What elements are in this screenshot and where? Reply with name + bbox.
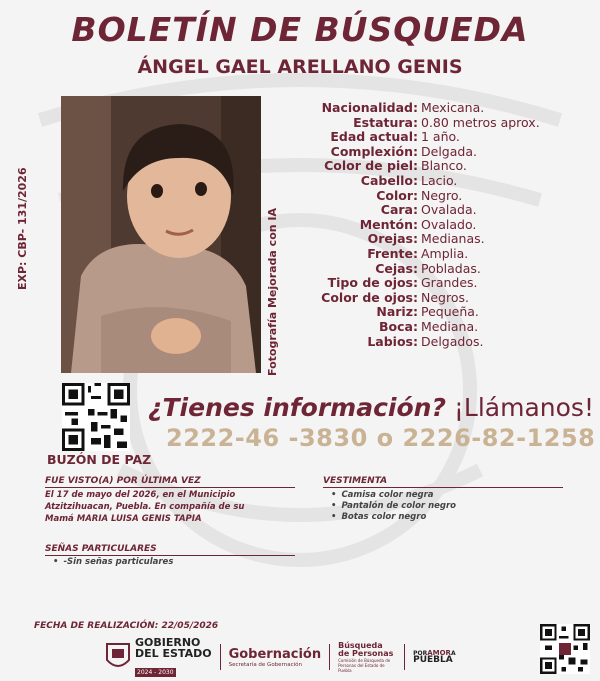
- characteristic-row: [285, 262, 540, 277]
- characteristic-label: Boca:: [379, 318, 418, 334]
- characteristic-label: Edad actual:: [330, 129, 418, 145]
- gobierno-line1: GOBIERNO: [135, 635, 201, 649]
- characteristic-row: [285, 291, 540, 306]
- characteristic-label: Color de piel:: [324, 158, 418, 174]
- characteristic-value: Lacio.: [421, 172, 458, 188]
- pap-a: A: [450, 650, 456, 657]
- clothing-item: • Botas color negro: [331, 512, 456, 523]
- characteristic-row: [285, 159, 540, 174]
- characteristic-label: Cabello:: [360, 172, 418, 188]
- characteristic-row: [285, 335, 540, 350]
- gobierno-line2: DEL ESTADO: [135, 646, 212, 660]
- clothing-list: [331, 490, 456, 523]
- clothing-item: • Camisa color negra: [331, 490, 456, 501]
- gobierno-years: 2024 - 2030: [137, 668, 174, 676]
- characteristic-value: 1 año.: [421, 129, 460, 145]
- contact-phones[interactable]: 2222-46 -3830 o 2226-82-1258: [166, 424, 596, 452]
- last-seen-text: [45, 489, 244, 525]
- marks-title: SEÑAS PARTICULARES: [45, 544, 157, 554]
- busqueda-line2: de Personas: [338, 648, 394, 658]
- characteristic-label: Color:: [376, 187, 418, 203]
- last-seen-line: El 17 de mayo del 2026, en el Municipio: [45, 490, 236, 500]
- clothing-divider: [323, 487, 563, 488]
- gobernacion-title: Gobernación: [228, 646, 322, 662]
- creation-date: FECHA DE REALIZACIÓN: 22/05/2026: [34, 621, 219, 631]
- buzon-label: BUZÓN DE PAZ: [47, 452, 152, 467]
- footer-divider: [220, 644, 221, 670]
- busqueda-line1: Búsqueda: [338, 640, 383, 650]
- characteristic-value: Amplia.: [421, 245, 469, 261]
- characteristic-value: Mexicana.: [421, 100, 485, 115]
- characteristic-label: Cejas:: [375, 260, 418, 276]
- characteristic-value: Delgada.: [421, 143, 477, 159]
- characteristic-row: [285, 189, 540, 204]
- characteristic-value: Ovalado.: [421, 216, 477, 232]
- characteristic-row: [285, 276, 540, 291]
- contact-prompt: [148, 393, 594, 422]
- busqueda-logo: [338, 642, 396, 673]
- gobierno-logo: [105, 637, 212, 678]
- characteristic-row: [285, 320, 540, 335]
- characteristic-label: Nacionalidad:: [321, 100, 418, 115]
- last-seen-line: Mamá MARIA LUISA GENIS TAPIA: [45, 514, 202, 524]
- busqueda-subtitle: Comisión de Búsqueda de Personas del Estado de Puebla: [338, 657, 391, 673]
- characteristic-row: [285, 247, 540, 262]
- characteristic-label: Mentón:: [359, 216, 418, 232]
- marks-list: [53, 557, 173, 568]
- characteristic-label: Labios:: [367, 333, 418, 349]
- last-seen-title: FUE VISTO(A) POR ÚLTIMA VEZ: [45, 476, 201, 486]
- gobernacion-logo: [229, 647, 322, 668]
- photo-caption: Fotografía Mejorada con IA: [266, 207, 279, 376]
- characteristic-row: [285, 174, 540, 189]
- characteristic-value: Delgados.: [421, 333, 484, 349]
- characteristic-value: Mediana.: [421, 318, 479, 334]
- footer-divider: [404, 644, 405, 670]
- gobernacion-subtitle: Secretaría de Gobernación: [228, 661, 302, 668]
- characteristic-row: [285, 101, 540, 116]
- characteristic-value: Ovalada.: [421, 202, 477, 218]
- characteristic-row: [285, 203, 540, 218]
- footer-logos: [105, 635, 456, 676]
- characteristic-label: Color de ojos:: [321, 289, 418, 305]
- pap-por: POR: [413, 650, 428, 657]
- characteristic-row: [285, 218, 540, 233]
- characteristic-row: [285, 116, 540, 131]
- marks-divider: [45, 555, 295, 556]
- clothing-title: VESTIMENTA: [323, 476, 388, 486]
- exp-code: EXP: CBP- 131/2026: [16, 167, 29, 290]
- characteristic-row: [285, 145, 540, 160]
- characteristic-value: Negros.: [421, 289, 469, 305]
- characteristic-value: Medianas.: [421, 231, 485, 247]
- last-seen-divider: [45, 487, 295, 488]
- por-amor-a-puebla-logo: [413, 650, 456, 664]
- characteristic-label: Estatura:: [353, 114, 418, 130]
- characteristic-label: Frente:: [367, 245, 418, 261]
- characteristic-row: [285, 130, 540, 145]
- person-name: ÁNGEL GAEL ARELLANO GENIS: [137, 56, 463, 78]
- characteristic-row: [285, 305, 540, 320]
- buzon-qr-code[interactable]: [62, 383, 130, 451]
- clothing-item: • Pantalón de color negro: [331, 501, 456, 512]
- characteristic-label: Cara:: [380, 202, 418, 218]
- person-photo: [61, 96, 261, 373]
- characteristic-value: Negro.: [421, 187, 463, 203]
- characteristic-value: Pobladas.: [421, 260, 481, 276]
- characteristic-value: Blanco.: [421, 158, 467, 174]
- last-seen-line: Atzitzihuacan, Puebla. En compañía de su: [45, 502, 245, 512]
- characteristic-value: 0.80 metros aprox.: [421, 114, 540, 130]
- bulletin-qr-code[interactable]: [540, 624, 590, 674]
- state-seal-icon: [105, 642, 131, 672]
- characteristic-label: Tipo de ojos:: [327, 275, 418, 291]
- pap-puebla: PUEBLA: [413, 655, 453, 665]
- pap-amor: AMOR: [427, 649, 451, 657]
- characteristics-list: [285, 101, 540, 349]
- characteristic-label: Nariz:: [376, 304, 418, 320]
- characteristic-value: Grandes.: [421, 275, 478, 291]
- bulletin-title: BOLETÍN DE BÚSQUEDA: [71, 10, 529, 49]
- characteristic-label: Complexión:: [330, 143, 418, 159]
- characteristic-label: Orejas:: [367, 231, 418, 247]
- characteristic-value: Pequeña.: [421, 304, 479, 320]
- contact-question: ¿Tienes información?: [148, 393, 446, 422]
- footer-divider: [329, 644, 330, 670]
- marks-item: • -Sin señas particulares: [53, 557, 173, 568]
- contact-call: ¡Llámanos!: [445, 393, 594, 422]
- characteristic-row: [285, 232, 540, 247]
